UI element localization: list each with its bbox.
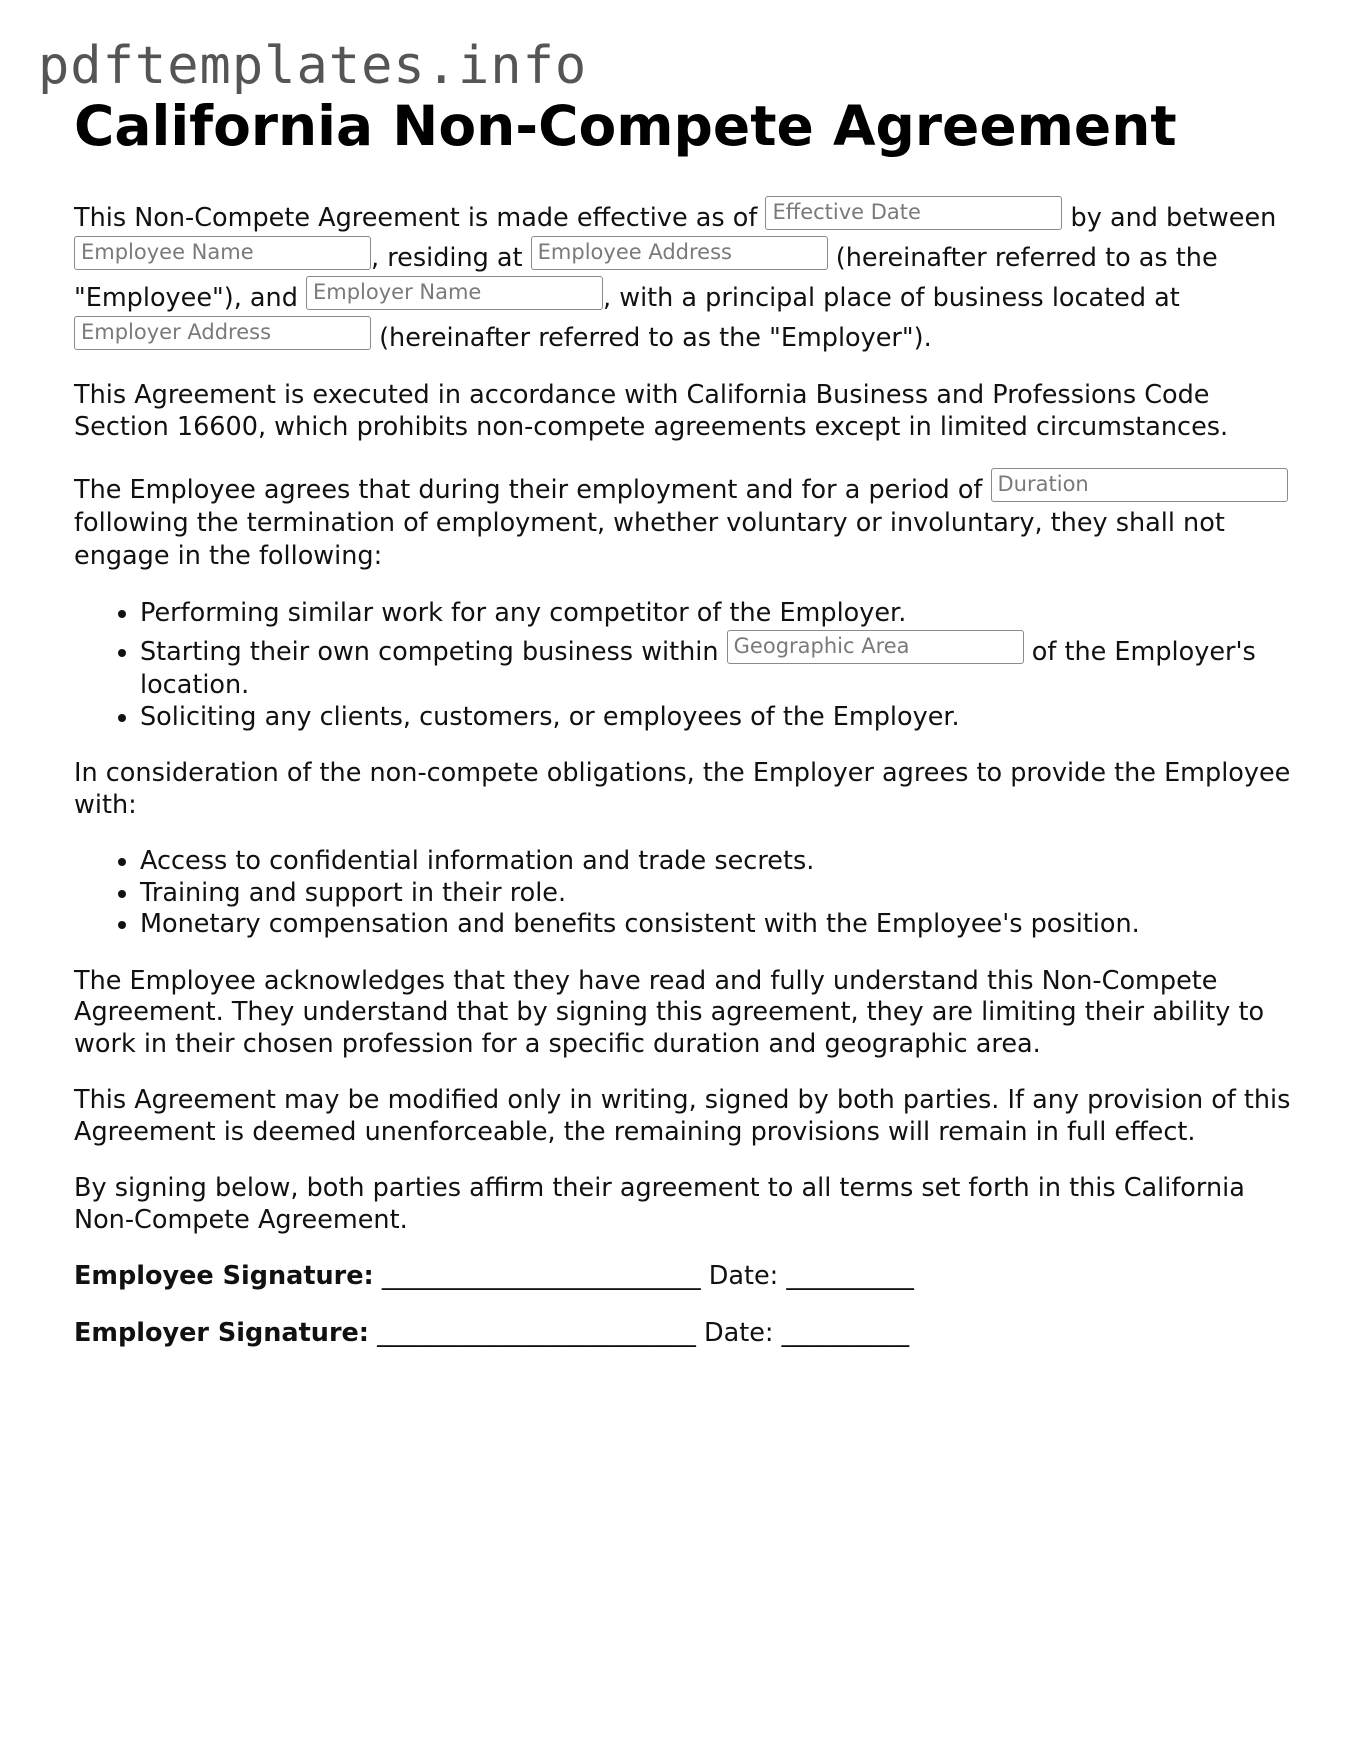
duration-paragraph [74, 468, 1294, 573]
intro-text-1: This Non-Compete Agreement is made effective as of [74, 203, 766, 233]
document-title: California Non-Compete Agreement [74, 94, 1177, 158]
acknowledgement-paragraph: The Employee acknowledges that they have read and fully understand this Non-Compete Agreement. They understand that by signing this agreement, they are limiting their ability to work in their chosen profession for a specific duration and geographic area. [74, 965, 1265, 1059]
restrictions-list [74, 598, 1294, 733]
employer-signature-label: Employer Signature: [74, 1317, 370, 1348]
restriction-item: • Performing similar work for any competitor of the Employer. [140, 598, 1294, 630]
employer-date-line[interactable]: Date: __________ [703, 1317, 910, 1348]
employee-signature-line[interactable]: _________________________ [373, 1261, 709, 1291]
intro-paragraph [74, 196, 1294, 356]
employer-address-field[interactable]: Employer Address [74, 316, 371, 350]
employer-signature-row [74, 1318, 1294, 1350]
benefits-list [74, 846, 1294, 941]
employee-date-line[interactable]: Date: __________ [708, 1261, 914, 1291]
section-16600-paragraph: This Agreement is executed in accordance with California Business and Professions Code Section 16600, which prohibits non-compete agreements except in limited circumstances. [74, 380, 1229, 442]
restriction-text-a: Starting their own competing business within [140, 636, 727, 667]
intro-text-5: , with a principal place of business located at [603, 283, 1180, 313]
employer-signature-line[interactable]: _________________________ [369, 1317, 704, 1348]
employee-signature-label: Employee Signature: [74, 1261, 374, 1291]
document-body [74, 94, 1294, 1374]
benefit-item: • Training and support in their role. [140, 878, 1294, 910]
modification-paragraph: This Agreement may be modified only in writing, signed by both parties. If any provision of this Agreement is deemed unenforceable, the remaining provisions will remain in full effect. [74, 1085, 1291, 1147]
affirmation-paragraph: By signing below, both parties affirm their agreement to all terms set forth in this California Non-Compete Agreement. [74, 1173, 1245, 1235]
employee-address-field[interactable]: Employee Address [531, 236, 828, 270]
geographic-area-field[interactable]: Geographic Area [727, 630, 1024, 664]
employer-name-field[interactable]: Employer Name [306, 276, 603, 310]
duration-field[interactable]: Duration [991, 468, 1288, 502]
duration-text-1: The Employee agrees that during their employment and for a period of [74, 475, 991, 505]
restriction-text-b: of the Employer's location. [140, 636, 1256, 700]
intro-text-4: (hereinafter referred to as the "Employee"), and [74, 243, 1218, 313]
consideration-paragraph: In consideration of the non-compete obligations, the Employer agrees to provide the Employee with: [74, 758, 1291, 820]
employee-name-field[interactable]: Employee Name [74, 236, 371, 270]
benefit-item: • Access to confidential information and trade secrets. [140, 846, 1294, 878]
duration-text-2: following the termination of employment, whether voluntary or involuntary, they shall not engage in the following: [74, 508, 1225, 571]
effective-date-field[interactable]: Effective Date [765, 196, 1062, 230]
benefit-item: • Monetary compensation and benefits consistent with the Employee's position. [140, 909, 1294, 941]
employee-signature-row [74, 1261, 1294, 1293]
watermark: pdftemplates.info [38, 36, 588, 96]
intro-text-6: (hereinafter referred to as the "Employer"). [371, 323, 932, 353]
intro-text-2: by and between [1062, 203, 1277, 233]
restriction-item [140, 630, 1294, 702]
intro-text-3: , residing at [371, 243, 531, 273]
restriction-item: • Soliciting any clients, customers, or employees of the Employer. [140, 702, 1294, 734]
